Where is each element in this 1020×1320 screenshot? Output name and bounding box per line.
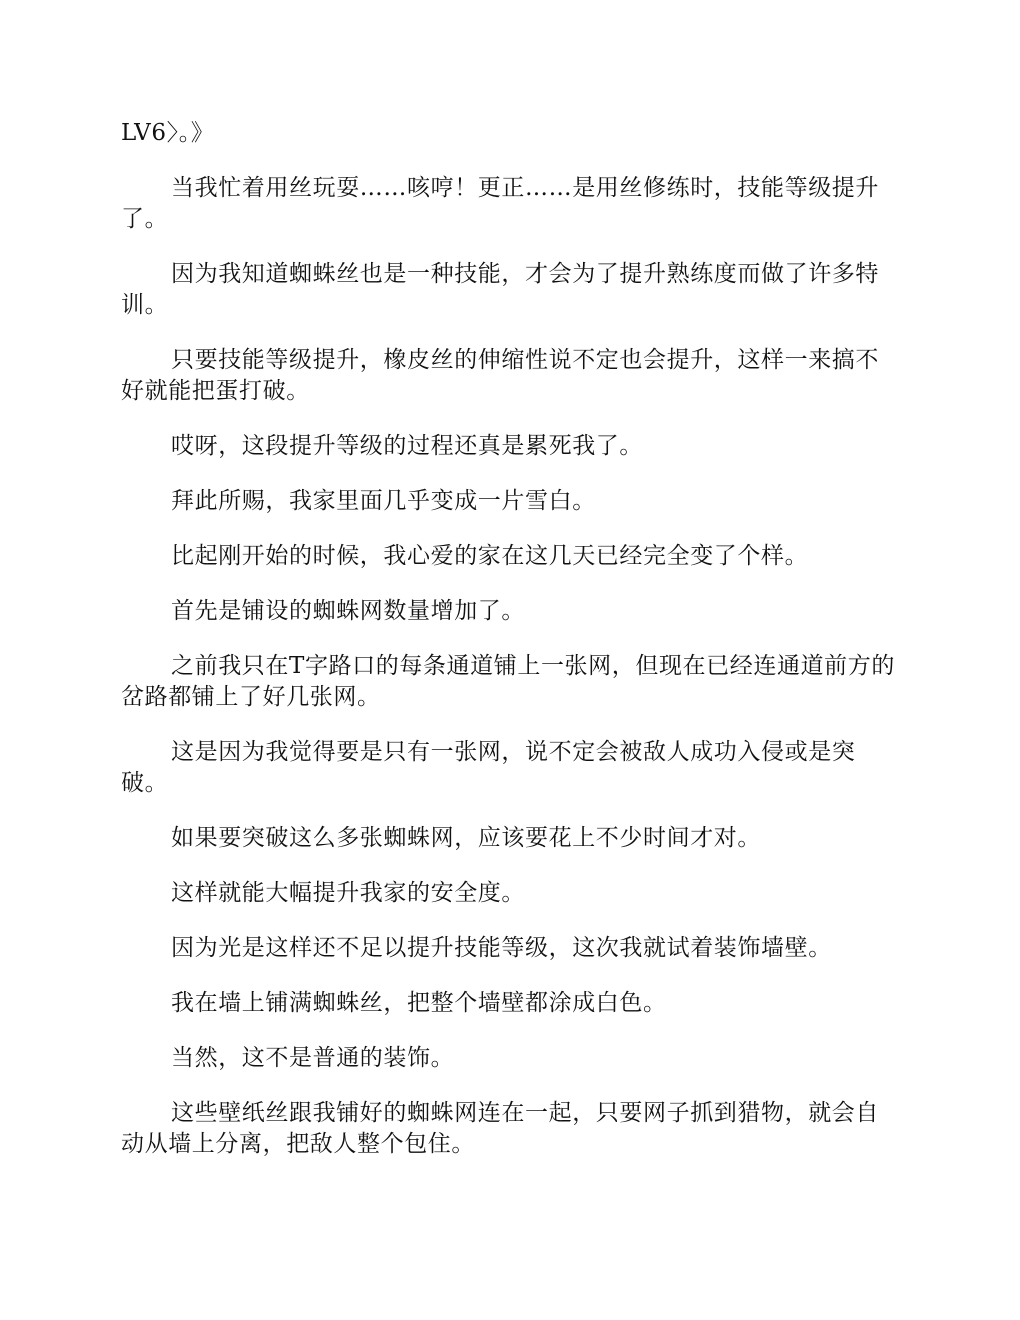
paragraph-9: 之前我只在T字路口的每条通道铺上一张网，但现在已经连通道前方的岔路都铺上了好几张网。	[121, 653, 895, 710]
paragraph-1: LV6〉。》	[121, 120, 215, 146]
paragraph-5: 哎呀，这段提升等级的过程还真是累死我了。	[171, 433, 643, 459]
document-page	[121, 118, 899, 1184]
paragraph-7: 比起刚开始的时候，我心爱的家在这几天已经完全变了个样。	[171, 543, 809, 569]
paragraph-12: 这样就能大幅提升我家的安全度。	[171, 880, 525, 906]
paragraph-14: 我在墙上铺满蜘蛛丝，把整个墙壁都涂成白色。	[171, 990, 667, 1016]
paragraph-11: 如果要突破这么多张蜘蛛网，应该要花上不少时间才对。	[171, 825, 761, 851]
paragraph-2: 当我忙着用丝玩耍……咳哼！更正……是用丝修练时，技能等级提升了。	[121, 175, 879, 232]
paragraph-3: 因为我知道蜘蛛丝也是一种技能，才会为了提升熟练度而做了许多特训。	[121, 261, 879, 318]
paragraph-8: 首先是铺设的蜘蛛网数量增加了。	[171, 598, 525, 624]
paragraph-10: 这是因为我觉得要是只有一张网，说不定会被敌人成功入侵或是突破。	[121, 739, 856, 796]
paragraph-16: 这些壁纸丝跟我铺好的蜘蛛网连在一起，只要网子抓到猎物，就会自动从墙上分离，把敌人整个包住。	[121, 1100, 879, 1157]
paragraph-4: 只要技能等级提升，橡皮丝的伸缩性说不定也会提升，这样一来搞不好就能把蛋打破。	[121, 347, 879, 404]
paragraph-13: 因为光是这样还不足以提升技能等级，这次我就试着装饰墙壁。	[171, 935, 832, 961]
paragraph-6: 拜此所赐，我家里面几乎变成一片雪白。	[171, 488, 596, 514]
paragraph-15: 当然，这不是普通的装饰。	[171, 1045, 455, 1071]
